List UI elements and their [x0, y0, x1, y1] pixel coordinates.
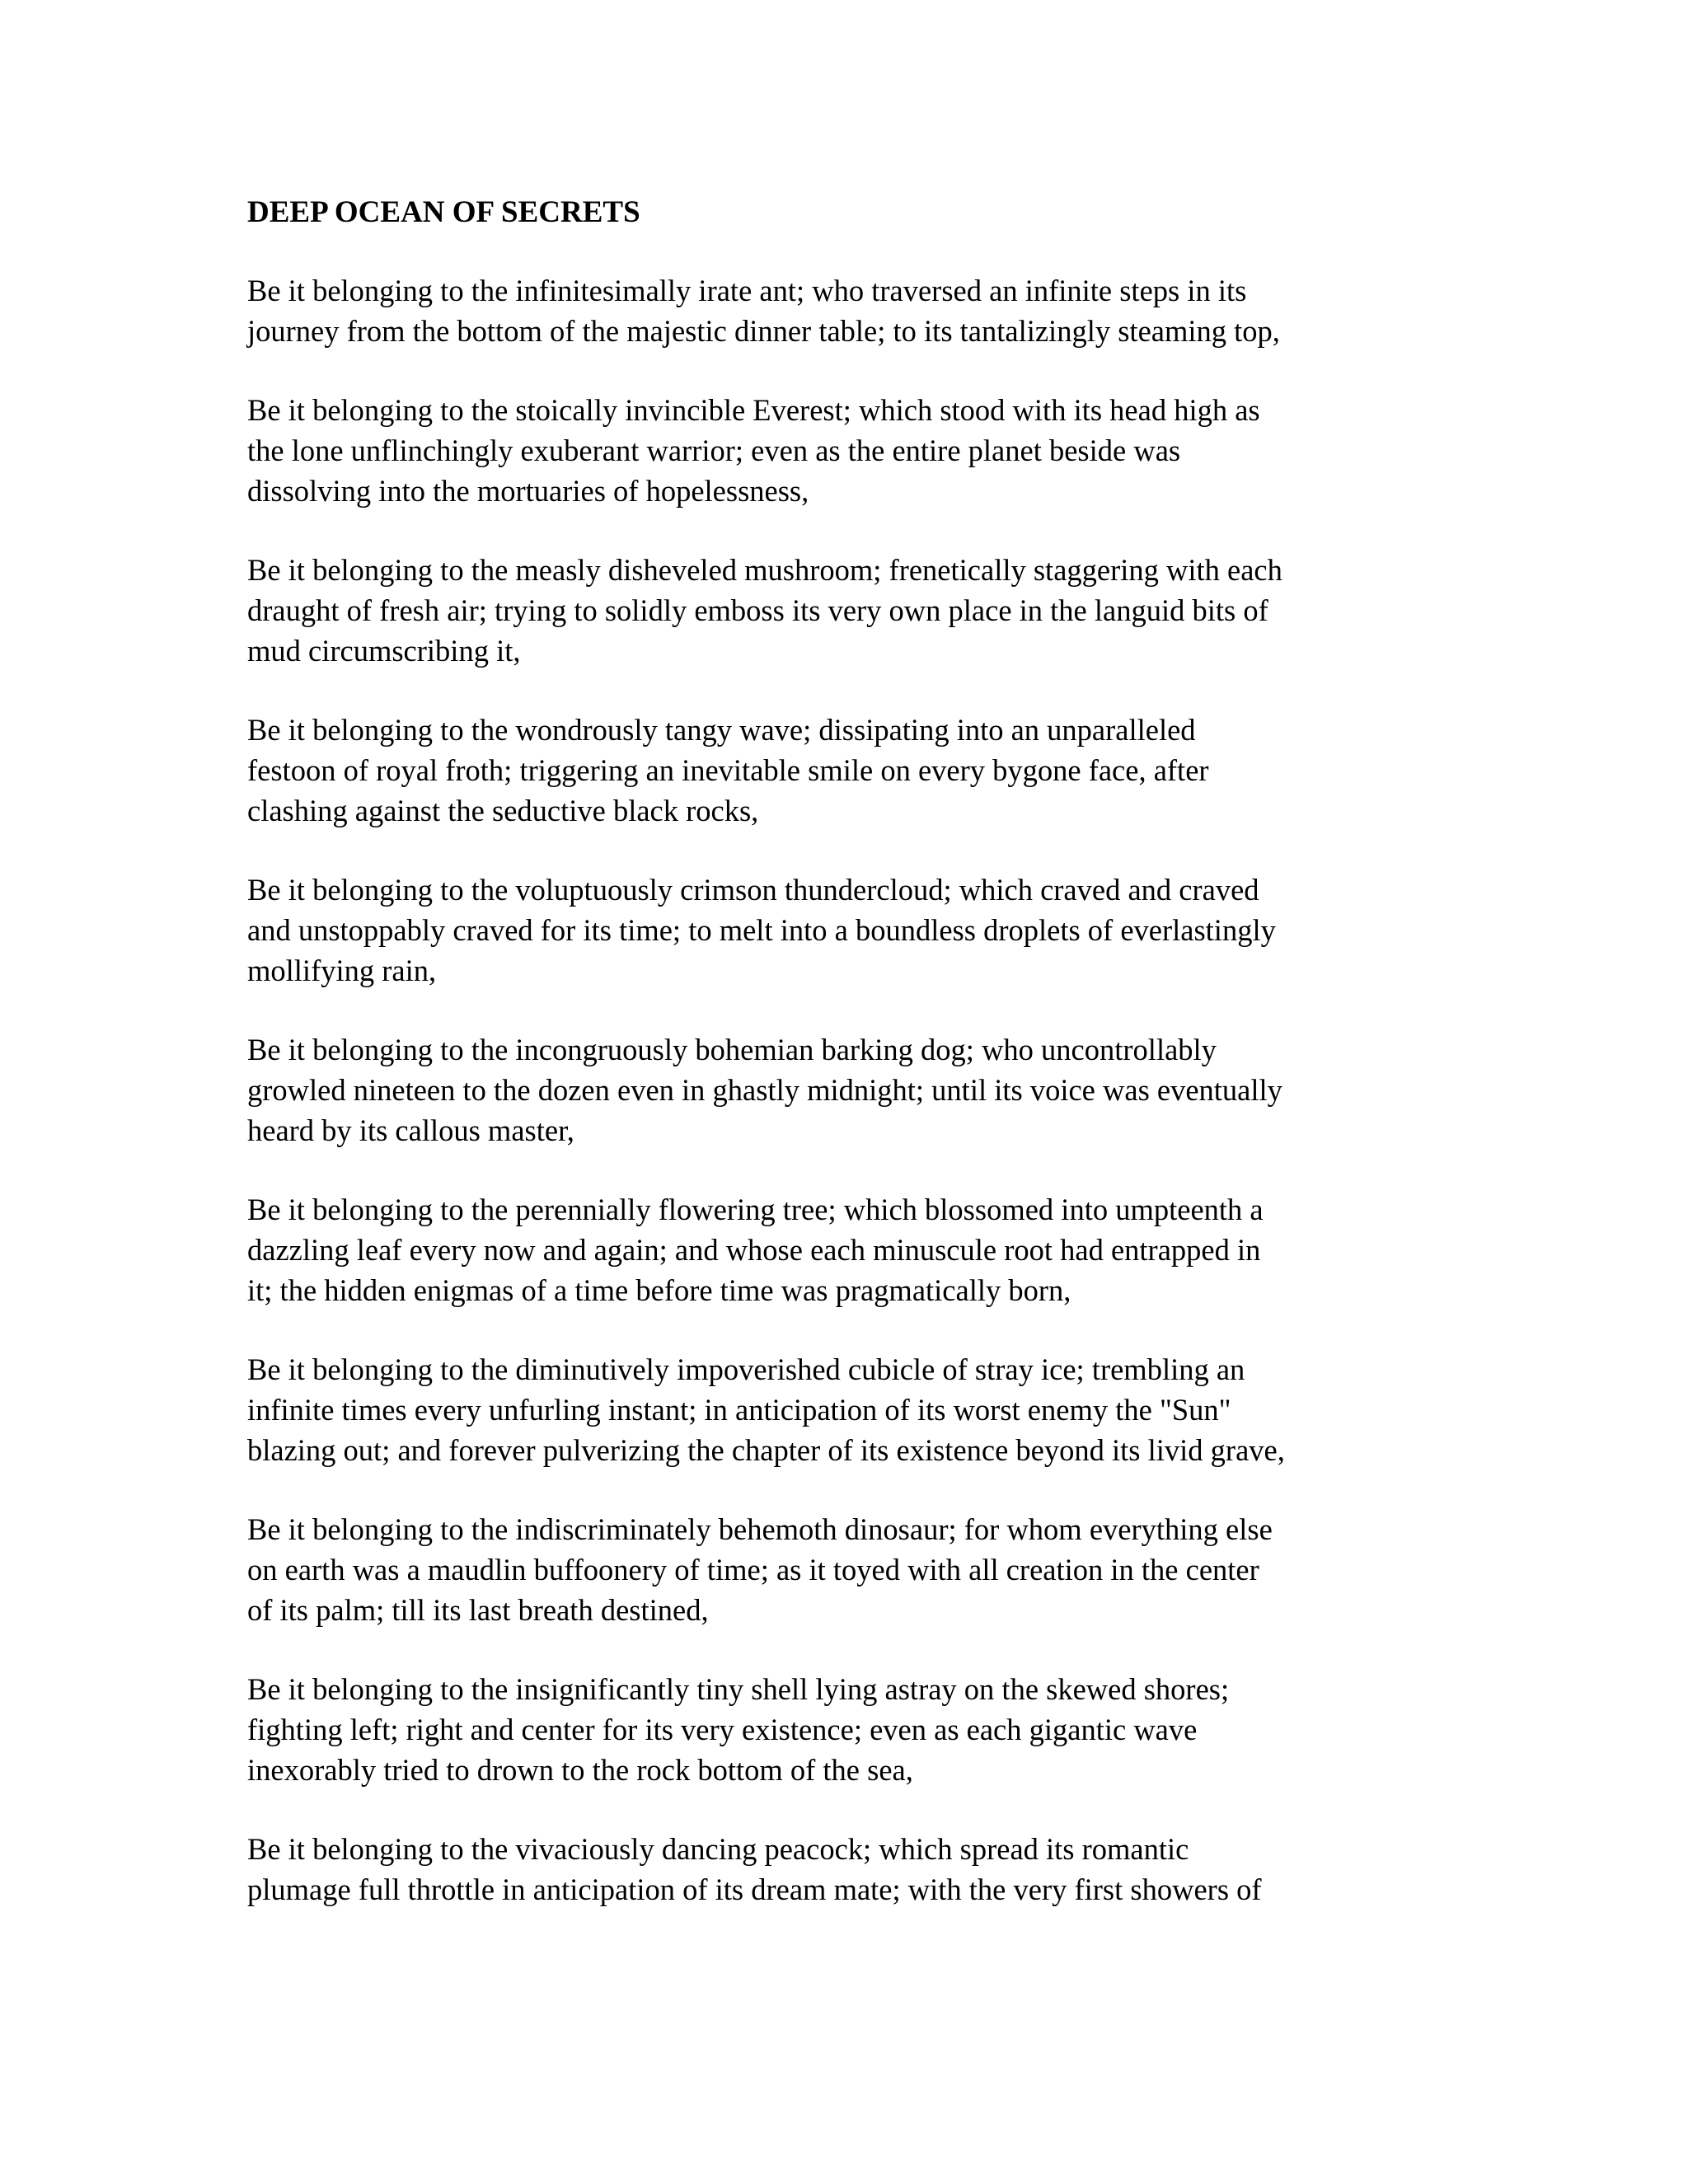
poem-line: festoon of royal froth; triggering an inevitable smile on every bygone face, after: [247, 753, 1209, 788]
stanza: [247, 1669, 1451, 1790]
poem-line: mud circumscribing it,: [247, 634, 521, 668]
poem-line: of its palm; till its last breath destined,: [247, 1593, 709, 1628]
poem-line: Be it belonging to the incongruously bohemian barking dog; who uncontrollably: [247, 1033, 1217, 1067]
poem-line: dissolving into the mortuaries of hopelessness,: [247, 474, 809, 509]
stanza: [247, 390, 1451, 511]
poem-line: it; the hidden enigmas of a time before time was pragmatically born,: [247, 1273, 1071, 1308]
poem-line: Be it belonging to the insignificantly tiny shell lying astray on the skewed shores;: [247, 1672, 1230, 1707]
poem-line: Be it belonging to the vivaciously dancing peacock; which spread its romantic: [247, 1832, 1189, 1867]
poem-line: Be it belonging to the wondrously tangy wave; dissipating into an unparalleled: [247, 713, 1196, 748]
stanza: [247, 270, 1451, 351]
poem-body: [247, 194, 1451, 1948]
poem-line: journey from the bottom of the majestic dinner table; to its tantalizingly steaming top,: [247, 314, 1280, 349]
poem-line: the lone unflinchingly exuberant warrior; even as the entire planet beside was: [247, 434, 1181, 468]
poem-line: clashing against the seductive black rocks,: [247, 794, 759, 828]
stanza: [247, 1189, 1451, 1310]
poem-line: draught of fresh air; trying to solidly emboss its very own place in the languid bits of: [247, 593, 1268, 628]
poem-line: Be it belonging to the voluptuously crimson thundercloud; which craved and craved: [247, 873, 1259, 907]
poem-line: blazing out; and forever pulverizing the chapter of its existence beyond its livid grave,: [247, 1433, 1285, 1468]
stanza: [247, 869, 1451, 991]
stanza: [247, 1509, 1451, 1630]
poem-line: heard by its callous master,: [247, 1113, 574, 1148]
stanza: [247, 550, 1451, 671]
poem-line: inexorably tried to drown to the rock bottom of the sea,: [247, 1753, 913, 1788]
poem-title: DEEP OCEAN OF SECRETS: [247, 195, 640, 229]
poem-line: mollifying rain,: [247, 954, 437, 988]
poem-line: and unstoppably craved for its time; to melt into a boundless droplets of everlastingly: [247, 913, 1276, 948]
poem-line: Be it belonging to the diminutively impoverished cubicle of stray ice; trembling an: [247, 1352, 1245, 1387]
stanza: [247, 1029, 1451, 1151]
poem-line: fighting left; right and center for its very existence; even as each gigantic wave: [247, 1713, 1198, 1747]
poem-line: growled nineteen to the dozen even in ghastly midnight; until its voice was eventually: [247, 1073, 1282, 1108]
poem-line: Be it belonging to the stoically invincible Everest; which stood with its head high as: [247, 393, 1260, 428]
poem-line: Be it belonging to the measly disheveled mushroom; frenetically staggering with each: [247, 553, 1282, 588]
poem-line: infinite times every unfurling instant; in anticipation of its worst enemy the "Sun": [247, 1393, 1231, 1427]
poem-line: plumage full throttle in anticipation of its dream mate; with the very first showers of: [247, 1872, 1262, 1907]
stanza: [247, 1829, 1451, 1910]
stanza: [247, 1349, 1451, 1470]
stanza: [247, 710, 1451, 831]
poem-line: Be it belonging to the infinitesimally irate ant; who traversed an infinite steps in its: [247, 274, 1247, 308]
poem-line: Be it belonging to the indiscriminately behemoth dinosaur; for whom everything else: [247, 1512, 1273, 1547]
poem-line: dazzling leaf every now and again; and whose each minuscule root had entrapped in: [247, 1233, 1261, 1268]
poem-line: Be it belonging to the perennially flowering tree; which blossomed into umpteenth a: [247, 1193, 1264, 1227]
poem-line: on earth was a maudlin buffoonery of time; as it toyed with all creation in the center: [247, 1553, 1259, 1587]
